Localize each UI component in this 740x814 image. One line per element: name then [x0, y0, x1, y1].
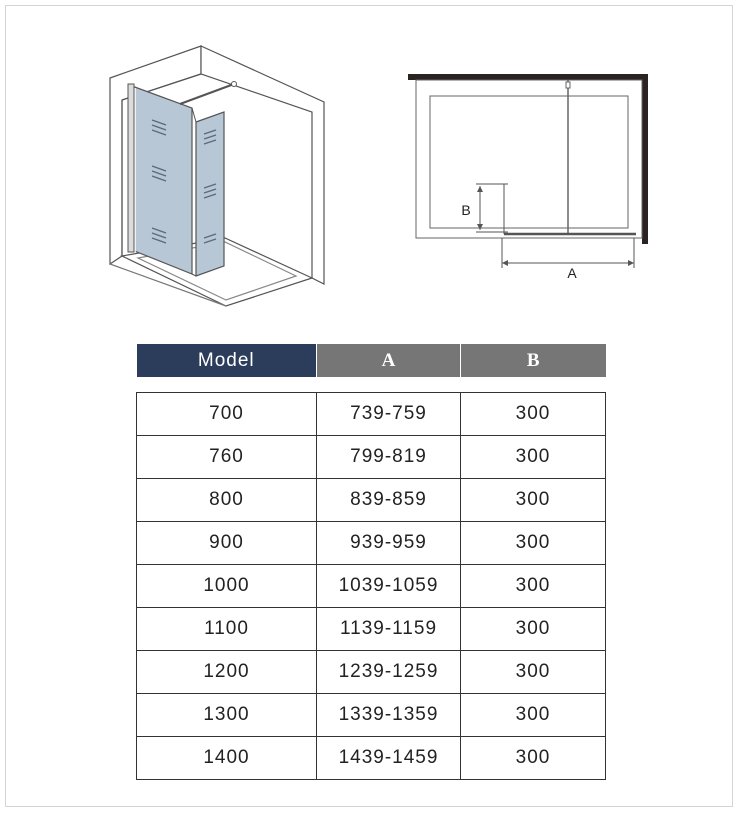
cell-b: 300 [461, 565, 606, 608]
table-row [137, 651, 606, 694]
table-row [137, 694, 606, 737]
table-row [137, 565, 606, 608]
side-wall-plan [642, 74, 648, 244]
cell-model: 700 [137, 393, 317, 436]
table-row [137, 436, 606, 479]
isometric-shower-diagram [100, 38, 332, 310]
cell-model: 1200 [137, 651, 317, 694]
header-model: Model [137, 344, 317, 377]
cell-b: 300 [461, 436, 606, 479]
cell-b: 300 [461, 737, 606, 780]
cell-model: 900 [137, 522, 317, 565]
cell-b: 300 [461, 651, 606, 694]
cell-a: 1139-1159 [317, 608, 461, 651]
table-row [137, 393, 606, 436]
table-row [137, 608, 606, 651]
cell-a: 739-759 [317, 393, 461, 436]
cell-b: 300 [461, 393, 606, 436]
support-bar [180, 84, 234, 104]
cell-model: 1100 [137, 608, 317, 651]
header-a: A [317, 344, 461, 377]
header-b: B [461, 344, 606, 377]
table-row [137, 522, 606, 565]
cell-model: 1400 [137, 737, 317, 780]
cell-b: 300 [461, 479, 606, 522]
cell-model: 800 [137, 479, 317, 522]
dimension-table [136, 344, 606, 780]
cell-a: 1339-1359 [317, 694, 461, 737]
cell-b: 300 [461, 608, 606, 651]
cell-model: 760 [137, 436, 317, 479]
back-wall-plan [408, 74, 648, 80]
cell-b: 300 [461, 522, 606, 565]
dimension-label-b: B [461, 202, 471, 218]
cell-model: 1000 [137, 565, 317, 608]
cell-a: 799-819 [317, 436, 461, 479]
cell-model: 1300 [137, 694, 317, 737]
cell-a: 1039-1059 [317, 565, 461, 608]
table-row [137, 737, 606, 780]
cell-a: 839-859 [317, 479, 461, 522]
table-header-row [137, 344, 606, 377]
cell-a: 939-959 [317, 522, 461, 565]
cell-b: 300 [461, 694, 606, 737]
plan-view-diagram [404, 68, 656, 286]
cell-a: 1239-1259 [317, 651, 461, 694]
cell-a: 1439-1459 [317, 737, 461, 780]
dimension-label-a: A [567, 265, 577, 281]
table-row [137, 479, 606, 522]
